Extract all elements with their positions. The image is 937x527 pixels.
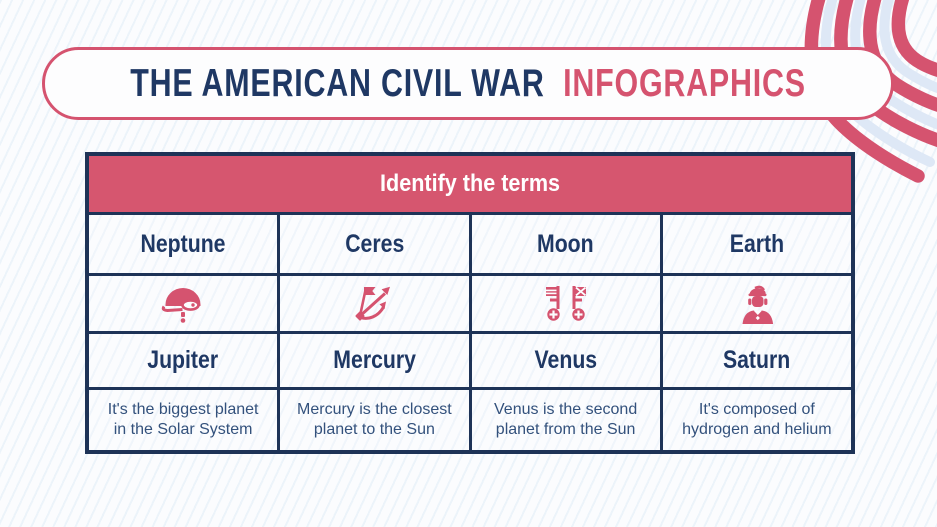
term-cell-venus: Venus [472, 334, 660, 387]
battle-flags-icon [544, 284, 588, 324]
term-cell-jupiter: Jupiter [89, 334, 277, 387]
icon-cell-1 [89, 276, 277, 331]
helmet-icon [161, 284, 205, 324]
icon-cell-2 [280, 276, 468, 331]
term-cell-moon: Moon [472, 215, 660, 273]
table-header-label: Identify the terms [379, 170, 561, 197]
term-cell-ceres: Ceres [280, 215, 468, 273]
term-cell-earth: Earth [663, 215, 851, 273]
term-cell-neptune: Neptune [89, 215, 277, 273]
terms-table [85, 152, 855, 454]
description-cell-4: It's composed of hydrogen and helium [663, 390, 851, 450]
term-cell-mercury: Mercury [280, 334, 468, 387]
title-main-text: THE AMERICAN CIVIL WAR [130, 61, 545, 105]
icon-cell-3 [472, 276, 660, 331]
title-accent-text: INFOGRAPHICS [563, 61, 806, 105]
page-title [130, 62, 806, 106]
soldier-icon [735, 284, 779, 324]
icon-cell-4 [663, 276, 851, 331]
description-cell-3: Venus is the second planet from the Sun [472, 390, 660, 450]
description-cell-1: It's the biggest planet in the Solar System [89, 390, 277, 450]
title-box [42, 47, 894, 120]
description-cell-2: Mercury is the closest planet to the Sun [280, 390, 468, 450]
term-cell-saturn: Saturn [663, 334, 851, 387]
table-header-row [89, 156, 851, 212]
battle-strategy-icon [352, 284, 396, 324]
